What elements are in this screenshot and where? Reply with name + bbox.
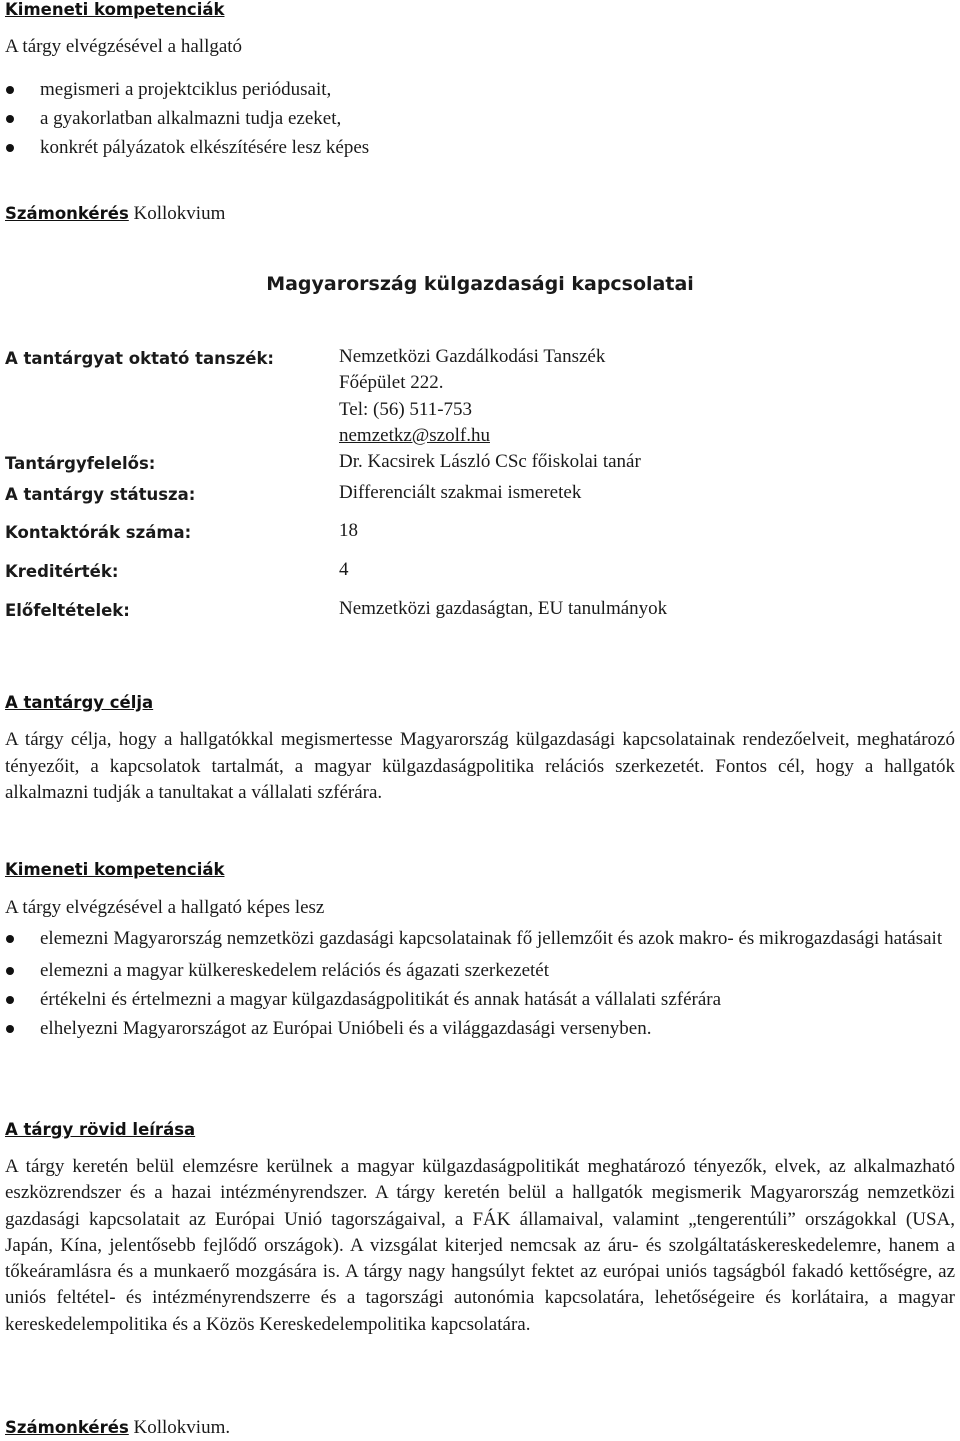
bullet-icon xyxy=(6,935,14,943)
bullet-icon xyxy=(6,996,14,1004)
responsible-value: Dr. Kacsirek László CSc főiskolai tanár xyxy=(339,451,641,472)
dept-line-3: Tel: (56) 511-753 xyxy=(339,399,473,420)
contact-hours-label: Kontaktórák száma: xyxy=(5,523,192,542)
competencies-heading: Kimeneti kompetenciák xyxy=(5,860,225,879)
competencies-list xyxy=(5,926,955,1045)
exam-line-top xyxy=(5,201,225,227)
prereq-label: Előfeltételek: xyxy=(5,601,130,620)
course-title: Magyarország külgazdasági kapcsolatai xyxy=(266,273,694,295)
description-text: A tárgy keretén belül elemzésre kerülnek a magyar külgazdaságpolitikát meghatározó tényezők, elvek, az alkalmazható eszközrendszer és a hazai intézményrendszer. A tárgy keretén belül a hallgatók megismerik Magyarország nemzetközi gazdasági kapcsolatait az Európai Unió tagországaival, a FÁK államaival, valamint „tengerentúli” országokkal (USA, Japán, Kína, jelentősebb fejlődő országok). A vizsgálat kiterjed nemcsak az áru- és szolgáltatáskereskedelemre, hanem a tőkeáramlásra és a munkaerő mozgására is. A tárgy nagy hangsúlyt fektet az európai uniós tagságból fakadó kettőségre, az uniós feltétel- és intézményrendszerre és a tagországi autonómia kapcsolatára, lehetőségeire és korlátaira, a magyar kereskedelempolitika és a Közös Kereskedelempolitika kapcsolatára. xyxy=(5,1156,955,1335)
exam-value: Kollokvium xyxy=(133,203,226,224)
dept-line-2: Főépület 222. xyxy=(339,372,444,393)
competencies-intro-top: A tárgy elvégzésével a hallgató xyxy=(5,36,243,57)
bullet-icon xyxy=(6,86,14,94)
bullet-icon xyxy=(6,115,14,123)
credit-label: Kreditérték: xyxy=(5,562,119,581)
bullet-icon xyxy=(6,1025,14,1033)
contact-hours-value: 18 xyxy=(339,520,358,541)
list-item: a gyakorlatban alkalmazni tudja ezeket, xyxy=(5,106,369,135)
section-heading-competencies-top: Kimeneti kompetenciák xyxy=(5,0,225,19)
goal-text: A tárgy célja, hogy a hallgatókkal megismertesse Magyarország külgazdasági kapcsolatainak rendezőelveit, meghatározó tényezőit, a kapcsolatok tartalmát, a magyar külgazdaságpolitika relációs szerkezetét. Fontos cél, hogy a hallgatók alkalmazni tudják a tanultakat a vállalati szférára. xyxy=(5,729,955,803)
responsible-label: Tantárgyfelelős: xyxy=(5,454,156,473)
credit-value: 4 xyxy=(339,559,349,580)
bullet-icon xyxy=(6,967,14,975)
status-label: A tantárgy státusza: xyxy=(5,485,196,504)
exam-line-bottom xyxy=(5,1415,230,1441)
list-item: elemezni Magyarország nemzetközi gazdasági kapcsolatainak fő jellemzőit és azok makro- és mikrogazdasági hatásait xyxy=(5,926,955,955)
list-item: konkrét pályázatok elkészítésére lesz képes xyxy=(5,135,369,164)
exam-label: Számonkérés xyxy=(5,1418,129,1437)
exam-value: Kollokvium. xyxy=(133,1417,231,1438)
competencies-intro: A tárgy elvégzésével a hallgató képes lesz xyxy=(5,897,325,918)
dept-email-link[interactable]: nemzetkz@szolf.hu xyxy=(339,425,490,446)
prereq-value: Nemzetközi gazdaságtan, EU tanulmányok xyxy=(339,598,668,619)
list-item: elhelyezni Magyarországot az Európai Unióbeli és a világgazdasági versenyben. xyxy=(5,1016,955,1045)
goal-heading: A tantárgy célja xyxy=(5,693,154,712)
exam-label: Számonkérés xyxy=(5,204,129,223)
dept-line-1: Nemzetközi Gazdálkodási Tanszék xyxy=(339,346,606,367)
list-item: megismeri a projektciklus periódusait, xyxy=(5,77,369,106)
dept-label: A tantárgyat oktató tanszék: xyxy=(5,349,275,368)
list-item: elemezni a magyar külkereskedelem relációs és ágazati szerkezetét xyxy=(5,958,955,987)
competencies-list-top xyxy=(5,77,369,164)
description-heading: A tárgy rövid leírása xyxy=(5,1120,196,1139)
list-item: értékelni és értelmezni a magyar külgazdaságpolitikát és annak hatását a vállalati szférára xyxy=(5,987,955,1016)
status-value: Differenciált szakmai ismeretek xyxy=(339,482,582,503)
bullet-icon xyxy=(6,144,14,152)
